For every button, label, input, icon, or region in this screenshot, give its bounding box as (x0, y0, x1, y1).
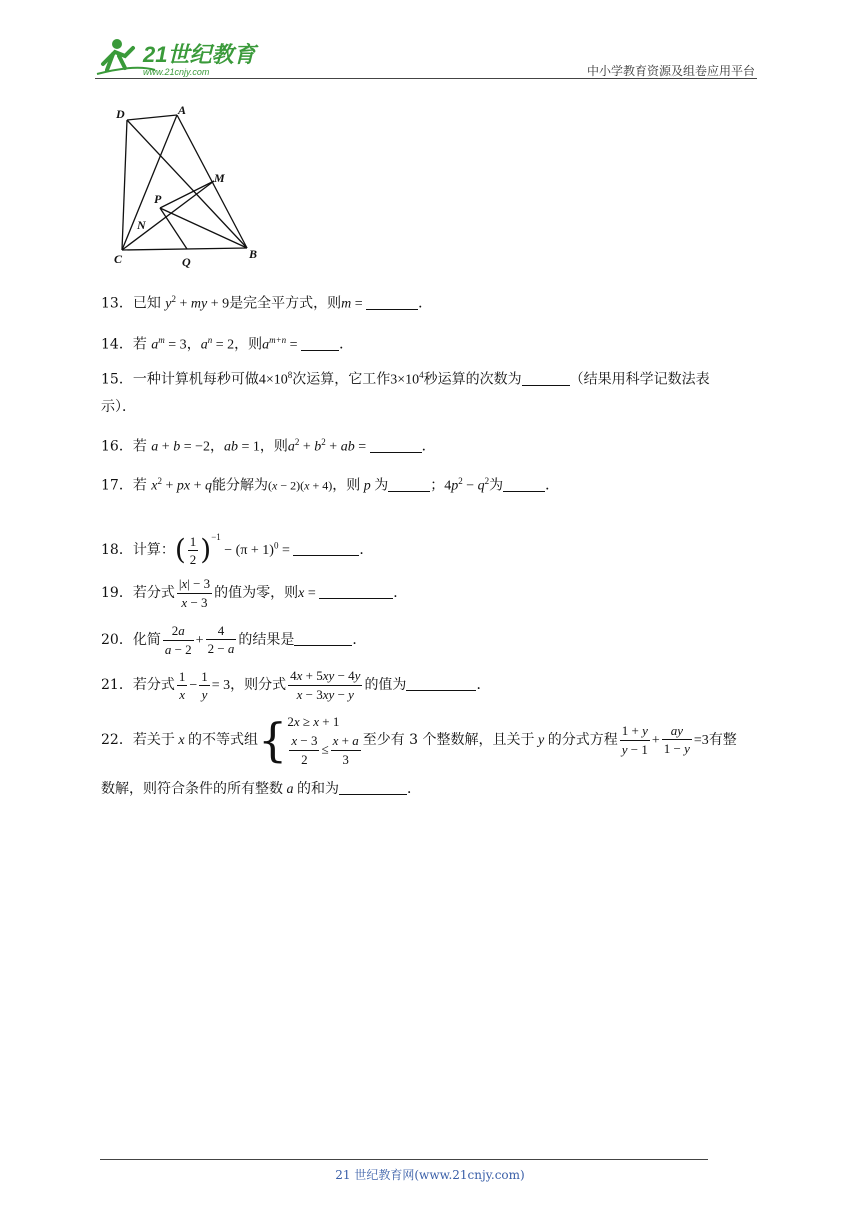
question-text: 的值为 (364, 677, 407, 693)
question-text: （结果用科学记数法表 (569, 371, 710, 388)
question-text: 的和为 (297, 781, 339, 797)
answer-blank[interactable] (319, 584, 393, 599)
question-text: 的结果是 (238, 632, 295, 648)
question-15: 15．一种计算机每秒可做$4\times 10^8$次运算，它工作$3\times 10^4$秒运算的次数为 （结果用科学记数法表 (101, 370, 710, 388)
punct: ； (430, 477, 445, 494)
label-B: B (249, 247, 258, 261)
question-text: 若关于 (132, 732, 175, 748)
question-number: 19． (101, 585, 133, 601)
question-text: 有整 (708, 732, 737, 748)
question-18: 18．计算：( $\frac{1}{2}$ )$^{-1} - (\pi + 1)^0$ = ． (101, 532, 374, 567)
question-number: 17． (101, 477, 133, 494)
question-20: 20．化简 $\frac{2a}{a - 2}$ + $\frac{4}{2 - a}$ 的结果是 ． (101, 622, 367, 657)
question-text: 一种计算机每秒可做 (132, 371, 259, 388)
answer-blank[interactable] (293, 541, 359, 556)
label-A: A (178, 103, 187, 117)
question-text: 若 (132, 477, 147, 494)
question-text: 为 (374, 477, 389, 494)
punct: ． (359, 542, 374, 558)
answer-blank[interactable] (503, 477, 545, 492)
question-number: 20． (101, 632, 133, 648)
question-text: 若 (132, 438, 147, 455)
page-header (95, 34, 755, 80)
question-text: ，则分式 (230, 677, 287, 693)
label-P: P (154, 192, 162, 206)
answer-blank[interactable] (522, 371, 570, 386)
punct: ． (352, 632, 367, 648)
question-number: 18． (101, 542, 133, 558)
logo (95, 34, 265, 78)
question-number: 14． (101, 336, 133, 353)
punct: ， (209, 438, 224, 455)
logo-text: 21世纪教育 (143, 42, 256, 67)
question-number: 13． (101, 295, 133, 312)
question-text: ，则 (259, 438, 288, 455)
question-text: 若分式 (132, 585, 175, 601)
answer-blank[interactable] (294, 631, 352, 646)
punct: ， (186, 336, 201, 353)
question-text: 的值为零，则 (214, 585, 299, 601)
punct: ． (476, 677, 491, 693)
question-text: 的不等式组 (188, 732, 259, 748)
footer-divider (100, 1159, 708, 1160)
question-text: 若分式 (132, 677, 175, 693)
question-19: 19．若分式 $\frac{|x| - 3}{x - 3}$ 的值为零，则x = ． (101, 575, 408, 610)
label-D: D (116, 107, 125, 121)
footer-text[interactable]: 21 世纪教育网(www.21cnjy.com) (335, 1168, 525, 1182)
question-text: ，则 (332, 477, 361, 494)
question-15-continued: 示）． (101, 399, 136, 415)
answer-blank[interactable] (388, 477, 430, 492)
punct: ． (393, 585, 408, 601)
logo-url: www.21cnjy.com (143, 67, 210, 77)
header-platform-text: 中小学教育资源及组卷应用平台 (586, 64, 755, 78)
question-14: 14．若 $a^m = 3$，$a^n = 2$，则$a^{m+n}$ = ． (101, 335, 354, 353)
question-text: 计算： (132, 542, 175, 558)
punct: ． (421, 438, 436, 455)
question-text: 秒运算的次数为 (423, 371, 522, 388)
answer-blank[interactable] (370, 438, 422, 453)
question-text: 已知 (132, 295, 161, 312)
question-text: 为 (489, 477, 504, 494)
question-text: 数解，则符合条件的所有整数 (101, 781, 283, 797)
punct: ． (407, 781, 421, 797)
label-N: N (137, 218, 146, 232)
question-22: 22．若关于 x 的不等式组{ 2x ≥ x + 1 $\frac{x - 3}{2}$ ≤ $\frac{x + a}{3}$ 至少有 3 个整数解，且关于 y 的分式方程 $\frac{1 + y}{y - 1}$ + $\frac{ay}{1 - y}$ =3有整 (101, 713, 737, 767)
question-13: 13．已知 $y^2$ + my + 9是完全平方式，则m = ． (101, 294, 433, 312)
question-22-continued: 数解，则符合条件的所有整数 a 的和为 ． (101, 781, 421, 797)
question-16: 16．若 a + b = −2，ab = 1，则$a^2 + b^2$ + ab = ． (101, 437, 436, 455)
answer-blank[interactable] (406, 676, 476, 691)
question-text: 若 (132, 336, 147, 353)
answer-blank[interactable] (339, 780, 407, 795)
punct: ． (545, 477, 560, 494)
label-Q: Q (182, 255, 191, 269)
answer-blank[interactable] (301, 336, 339, 351)
question-number: 21． (101, 677, 133, 693)
geometry-figure (110, 100, 270, 270)
header-divider (95, 78, 757, 79)
question-text: 化简 (132, 632, 161, 648)
punct: ． (418, 295, 433, 312)
question-text: 能分解为 (212, 477, 269, 494)
question-text: 至少有 3 个整数解，且关于 (362, 732, 535, 748)
punct: ． (339, 336, 354, 353)
question-number: 15． (101, 371, 133, 388)
question-17: 17．若 $x^2$ + px + q能分解为(x − 2)(x + 4)，则 p 为 ；$4p^2 - q^2$为 ． (101, 476, 560, 494)
question-number: 16． (101, 438, 133, 455)
question-number: 22． (101, 732, 133, 748)
question-text: ，则 (234, 336, 263, 353)
question-21: 21．若分式 $\frac{1}{x}$ − $\frac{1}{y}$ = 3，则分式 $\frac{4x + 5xy - 4y}{x - 3xy - y}$ 的值为 ． (101, 667, 491, 702)
question-text: 的分式方程 (547, 732, 618, 748)
label-C: C (114, 252, 123, 266)
question-text: 是完全平方式，则 (229, 295, 342, 312)
label-M: M (214, 171, 225, 185)
question-text: 次运算，它工作 (292, 371, 391, 388)
answer-blank[interactable] (366, 295, 418, 310)
